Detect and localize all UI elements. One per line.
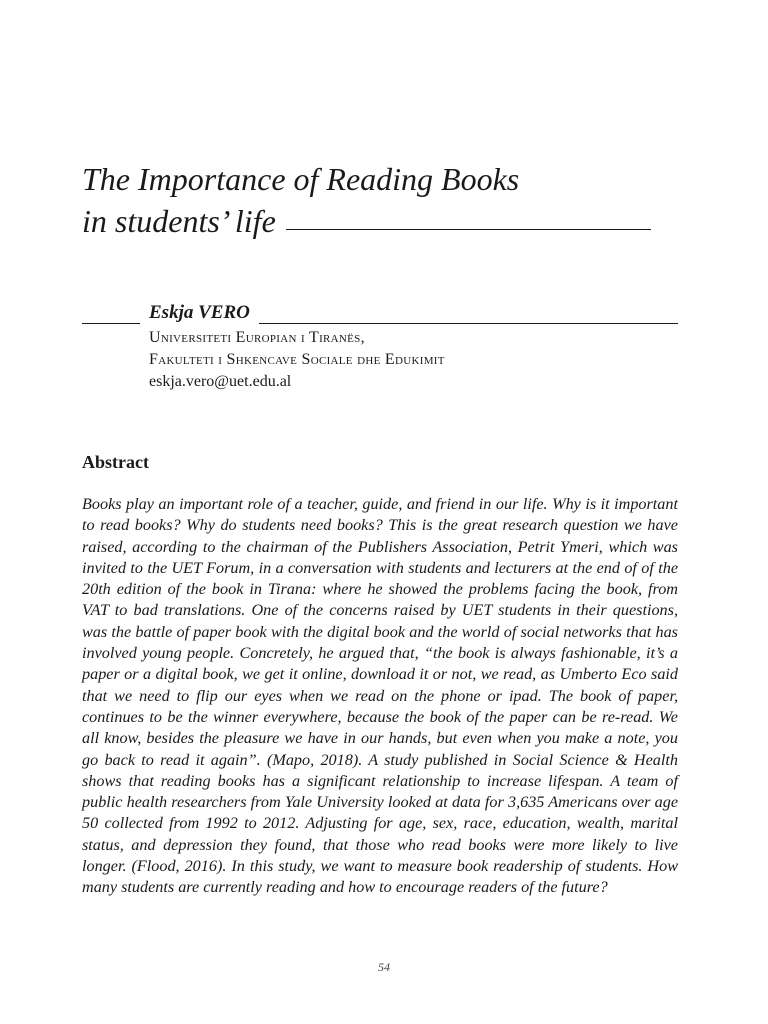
author-name: Eskja VERO [149, 302, 250, 323]
author-rule-right [259, 323, 678, 324]
affiliation-university: Universiteti Europian i Tiranës, [149, 329, 365, 346]
paper-title [82, 158, 682, 242]
title-rule [286, 229, 651, 230]
title-line-1: The Importance of Reading Books [82, 161, 520, 197]
author-rule-left [82, 323, 140, 324]
abstract-body: Books play an important role of a teacher, guide, and friend in our life. Why is it important to read books? Why do students need books? This is the great research question we have raised, according to the chairman of the Publishers Association, Petrit Ymeri, which was invited to the UET Forum, in a conversation with students and lecturers at the end of of the 20th edition of the book in Tirana: where he showed the problems facing the book, from VAT to bad translations. One of the concerns raised by UET students in their questions, was the battle of paper book with the digital book and the world of social networks that has involved young people. Concretely, he argued that, “the book is always fashionable, it’s a paper or a digital book, we get it online, download it or not, we read, as Umberto Eco said that we need to flip our eyes when we read on the phone or ipad. The book of paper, continues to be the winner everywhere, because the book of the paper can be re-read. We all know, besides the pleasure we have in our hands, but even when you make a note, you go back to read it again”. (Mapo, 2018). A study published in Social Science & Health shows that reading books has a significant relationship to increase lifespan. A team of public health researchers from Yale University looked at data for 3,635 Americans over age 50 collected from 1992 to 2012. Adjusting for age, sex, race, education, wealth, marital status, and depression they found, that those who read books were more likely to live longer. (Flood, 2016). In this study, we want to measure book readership of students. How many students are currently reading and how to encourage readers of the future? [82, 495, 678, 897]
author-affiliation [149, 327, 445, 393]
title-line-2-row [82, 200, 682, 242]
affiliation-faculty: Fakulteti i Shkencave Sociale dhe Edukimit [149, 351, 445, 368]
abstract-heading: Abstract [82, 452, 149, 472]
page-number: 54 [378, 960, 390, 974]
title-line-2: in students’ life [82, 203, 276, 239]
author-row [82, 302, 678, 324]
author-email: eskja.vero@uet.edu.al [149, 373, 292, 390]
